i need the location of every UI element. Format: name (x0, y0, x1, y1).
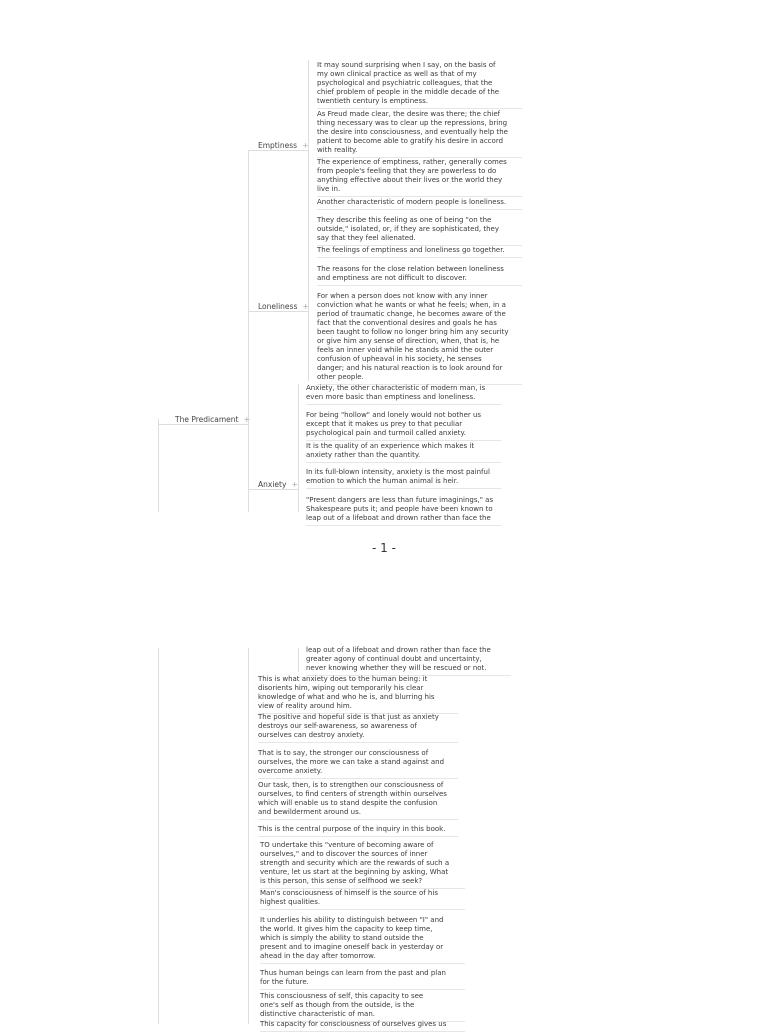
note-text: This is the central purpose of the inquiry in this book. (258, 825, 458, 837)
connector-line (308, 60, 309, 198)
expand-icon[interactable]: + (302, 141, 309, 150)
note-text: For being "hollow" and lonely would not bother us except that it makes us prey to that peculiar psychological pain and turmoil called anxiety. (306, 411, 501, 441)
note-text: The experience of emptiness, rather, generally comes from people's feeling that they are powerless to do anything effective about their lives or the world they live in. (317, 158, 522, 197)
note-text: This consciousness of self, this capacity to see one's self as though from the outside, is the distinctive characteristic of man. (260, 992, 465, 1022)
node-the-predicament[interactable]: The Predicament + (175, 415, 251, 424)
note-text: leap out of a lifeboat and drown rather than face the greater agony of continual doubt and uncertainty, never knowing whether they will be rescued or not. (306, 646, 511, 676)
note-text: In its full-blown intensity, anxiety is the most painful emotion to which the human animal is heir. (306, 468, 501, 489)
page-number: - 1 - (372, 541, 396, 555)
connector-line (248, 311, 308, 312)
note-text: "Present dangers are less than future imaginings," as Shakespeare puts it; and people have been known to leap out of a lifeboat and drown rather than face the (306, 496, 501, 526)
node-emptiness[interactable]: Emptiness + (258, 141, 309, 150)
note-text: Man's consciousness of himself is the source of his highest qualities. (260, 889, 465, 910)
note-text: That is to say, the stronger our consciousness of ourselves, the more we can take a stand against and overcome anxiety. (258, 749, 458, 779)
note-text: It may sound surprising when I say, on the basis of my own clinical practice as well as that of my psychological and psychiatric colleagues, that the chief problem of people in the middle decade of the twentieth century is emptiness. (317, 61, 522, 109)
connector-line (158, 648, 159, 1024)
connector-line (308, 198, 309, 381)
expand-icon[interactable]: + (243, 415, 251, 424)
note-text: As Freud made clear, the desire was there; the chief thing necessary was to clear up the repressions, bring the desire into consciousness, and eventually help the patient to become able to gratify his desire in accord with reality. (317, 110, 522, 158)
node-loneliness[interactable]: Loneliness + (258, 302, 310, 311)
connector-line (248, 648, 249, 1024)
note-text: Thus human beings can learn from the past and plan for the future. (260, 969, 465, 990)
connector-line (158, 419, 159, 512)
connector-line (298, 384, 299, 512)
connector-line (248, 150, 308, 151)
note-text: This capacity for consciousness of ourselves gives us (260, 1020, 465, 1032)
connector-line (248, 489, 298, 490)
node-anxiety[interactable]: Anxiety + (258, 480, 299, 489)
connector-line (298, 648, 299, 672)
note-text: TO undertake this "venture of becoming aware of ourselves," and to discover the sources of inner strength and security which are the rewards of such a venture, let us start at the beginning by asking, What is this person, this sense of selfhood we seek? (260, 841, 465, 889)
note-text: They describe this feeling as one of being "on the outside," isolated, or, if they are sophisticated, they say that they feel alienated. (317, 216, 522, 246)
expand-icon[interactable]: + (302, 302, 310, 311)
note-text: The reasons for the close relation between loneliness and emptiness are not difficult to discover. (317, 265, 522, 286)
note-text: It is the quality of an experience which makes it anxiety rather than the quantity. (306, 442, 501, 463)
note-text: It underlies his ability to distinguish between "I" and the world. It gives him the capacity to keep time, which is simply the ability to stand outside the present and to imagine oneself back in yesterday or ahead in the day after tomorrow. (260, 916, 465, 964)
note-text: Another characteristic of modern people is loneliness. (317, 198, 522, 210)
connector-line (158, 424, 248, 425)
connector-line (248, 150, 249, 512)
note-text: The feelings of emptiness and loneliness go together. (317, 246, 522, 258)
note-text: This is what anxiety does to the human being: it disorients him, wiping out temporarily his clear knowledge of what and who he is, and blurring his view of reality around him. (258, 675, 458, 714)
note-text: The positive and hopeful side is that just as anxiety destroys our self-awareness, so awareness of ourselves can destroy anxiety. (258, 713, 458, 743)
note-text: For when a person does not know with any inner conviction what he wants or what he feels; when, in a period of traumatic change, he becomes aware of the fact that the conventional desires and goals he has been taught to follow no longer bring him any security or give him any sense of direction, when, that is, he feels an inner void while he stands amid the outer confusion of upheaval in his society, he senses danger; and his natural reaction is to look around for other people. (317, 292, 522, 385)
expand-icon[interactable]: + (291, 480, 299, 489)
note-text: Anxiety, the other characteristic of modern man, is even more basic than emptiness and loneliness. (306, 384, 501, 405)
note-text: Our task, then, is to strengthen our consciousness of ourselves, to find centers of strength within ourselves which will enable us to stand despite the confusion and bewilderment around us. (258, 781, 458, 820)
mindmap-page-2 (0, 512, 768, 1028)
